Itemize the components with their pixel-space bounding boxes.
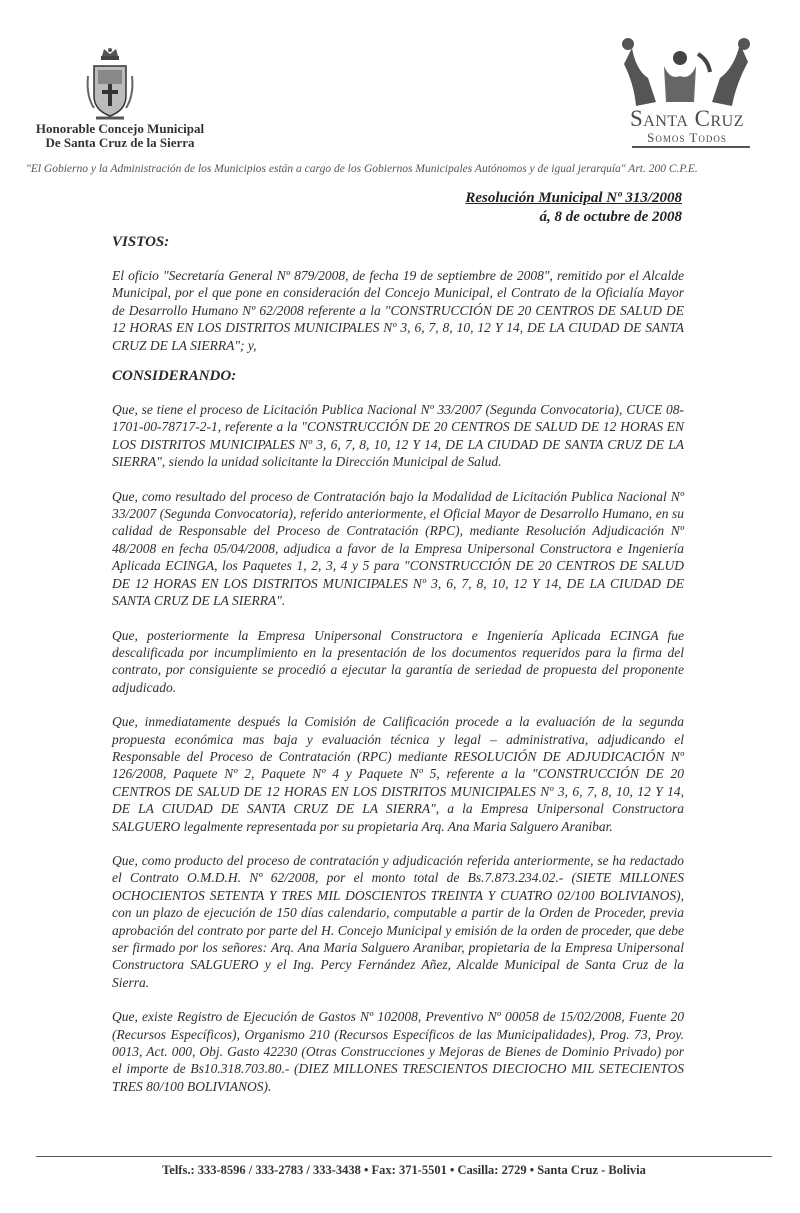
vistos-heading: VISTOS:: [112, 234, 170, 250]
council-name: [20, 122, 220, 150]
resolution-date: á, 8 de octubre de 2008: [539, 209, 682, 225]
footer-contact: Telfs.: 333-8596 / 333-2783 / 333-3438 • Fax: 371-5501 • Casilla: 2729 • Santa Cruz - Bolivia: [162, 1163, 646, 1177]
document-body: [112, 233, 684, 1095]
council-line-2: De Santa Cruz de la Sierra: [45, 135, 195, 150]
considerando-paragraph: Que, como resultado del proceso de Contratación bajo la Modalidad de Licitación Publica Nacional Nº 33/2007 (Segunda Convocatoria), referido anteriormente, el Oficial Mayor de Desarrollo Humano, en su calidad de Responsable del Proceso de Contratación (RPC), mediante Resolución Adjudicación Nº 48/2008 en fecha 05/04/2008, adjudica a favor de la Empresa Unipersonal Constructora e Ingeniería Aplicada ECINGA, los Paquetes 1, 2, 3, 4 y 5 para "CONSTRUCCIÓN DE 20 CENTROS DE SALUD DE 12 HORAS EN LOS DISTRITOS MUNICIPALES Nº 3, 6, 7, 8, 10, 12 Y 14, DE LA CIUDAD DE SANTA CRUZ DE LA SIERRA".: [112, 488, 684, 609]
considerando-paragraph: Que, se tiene el proceso de Licitación Publica Nacional Nº 33/2007 (Segunda Convocatoria), CUCE 08-1701-00-78717-2-1, referente a la "CONSTRUCCIÓN DE 20 CENTROS DE SALUD DE 12 HORAS EN LOS DISTRITOS MUNICIPALES Nº 3, 6, 7, 8, 10, 12 Y 14, DE LA CIUDAD DE SANTA CRUZ DE LA SIERRA", siendo la unidad solicitante la Dirección Municipal de Salud.: [112, 402, 684, 470]
considerando-paragraph: Que, como producto del proceso de contratación y adjudicación referida anteriormente, se ha redactado el Contrato O.M.D.H. Nº 62/2008, por el monto total de Bs.7.873.234.02.- (SIETE MILLONES OCHOCIENTOS SETENTA Y TRES MIL DOSCIENTOS TREINTA Y CUATRO 02/100 BOLIVIANOS), con un plazo de ejecución de 150 días calendario, computable a partir de la Orden de Proceder, previa aprobación del contrato por parte del H. Concejo Municipal y emisión de la orden de proceder, que debe ser firmado por los señores: Arq. Ana Maria Salguero Aranibar, propietaria de la Empresa Unipersonal Constructora SALGUERO y el Ing. Percy Fernández Añez, Alcalde Municipal de Santa Cruz de la Sierra.: [112, 852, 684, 990]
considerando-paragraph: Que, posteriormente la Empresa Unipersonal Constructora e Ingeniería Aplicada ECINGA fue descalificada por incumplimiento en la presentación de los documentos requeridos para la firma del contrato, por consiguiente se procedió a ejecutar la garantía de seriedad de propuesta del proponente adjudicado.: [112, 627, 684, 695]
resolution-title: Resolución Municipal Nº 313/2008: [465, 190, 682, 206]
brand-tagline: Somos Todos: [647, 130, 727, 145]
brand-underline: [632, 146, 750, 148]
brand-name: Santa Cruz: [629, 106, 745, 131]
footer-divider: [36, 1156, 772, 1157]
considerando-paragraph: Que, existe Registro de Ejecución de Gastos Nº 102008, Preventivo Nº 00058 de 15/02/2008, Fuente 20 (Recursos Específicos), Organismo 210 (Recursos Específicos de las Municipalidades), Prog. 73, Proy. 0013, Act. 000, Obj. Gasto 42230 (Otras Construcciones y Mejoras de Bienes de Dominio Privado) por el importe de Bs10.318.703.80.- (DIEZ MILLONES TRESCIENTOS DIECIOCHO MIL SETECIENTOS TRES 80/100 BOLIVIANOS).: [112, 1009, 684, 1094]
considerando-paragraph: Que, inmediatamente después la Comisión de Calificación procede a la evaluación de la segunda propuesta económica mas baja y evaluación técnica y legal – administrativa, adjudicando el Responsable del Proceso de Contratación (RPC) mediante RESOLUCIÓN DE ADJUDICACIÓN Nº 126/2008, Paquete Nº 2, Paquete Nº 4 y Paquete Nº 5, referente a la "CONSTRUCCIÓN DE 20 CENTROS DE SALUD DE 12 HORAS EN LOS DISTRITOS MUNICIPALES Nº 3, 6, 7, 8, 10, 12 Y 14, DE LA CIUDAD DE SANTA CRUZ DE LA SIERRA", a la Empresa Unipersonal Constructora SALGUERO legalmente representada por su propietaria Arq. Ana Maria Salguero Aranibar.: [112, 714, 684, 834]
council-line-1: Honorable Concejo Municipal: [35, 121, 205, 136]
vistos-paragraph: El oficio "Secretaría General Nº 879/2008, de fecha 19 de septiembre de 2008", remitido por el Alcalde Municipal, por el que pone en consideración del Concejo Municipal, el Contrato de la Oficialía Mayor de Desarrollo Humano Nº 62/2008 referente a la "CONSTRUCCIÓN DE 20 CENTROS DE SALUD DE 12 HORAS EN LOS DISTRITOS MUNICIPALES Nº 3, 6, 7, 8, 10, 12 Y 14, DE LA CIUDAD DE SANTA CRUZ DE LA SIERRA"; y,: [112, 268, 684, 353]
coat-of-arms-icon: [84, 46, 136, 126]
constitution-motto: "El Gobierno y la Administración de los Municipios están a cargo de los Gobiernos Municipales Autónomos y de igual jerarquía" Art. 200 C.P.E.: [26, 163, 698, 175]
considerando-heading: CONSIDERANDO:: [112, 368, 237, 385]
